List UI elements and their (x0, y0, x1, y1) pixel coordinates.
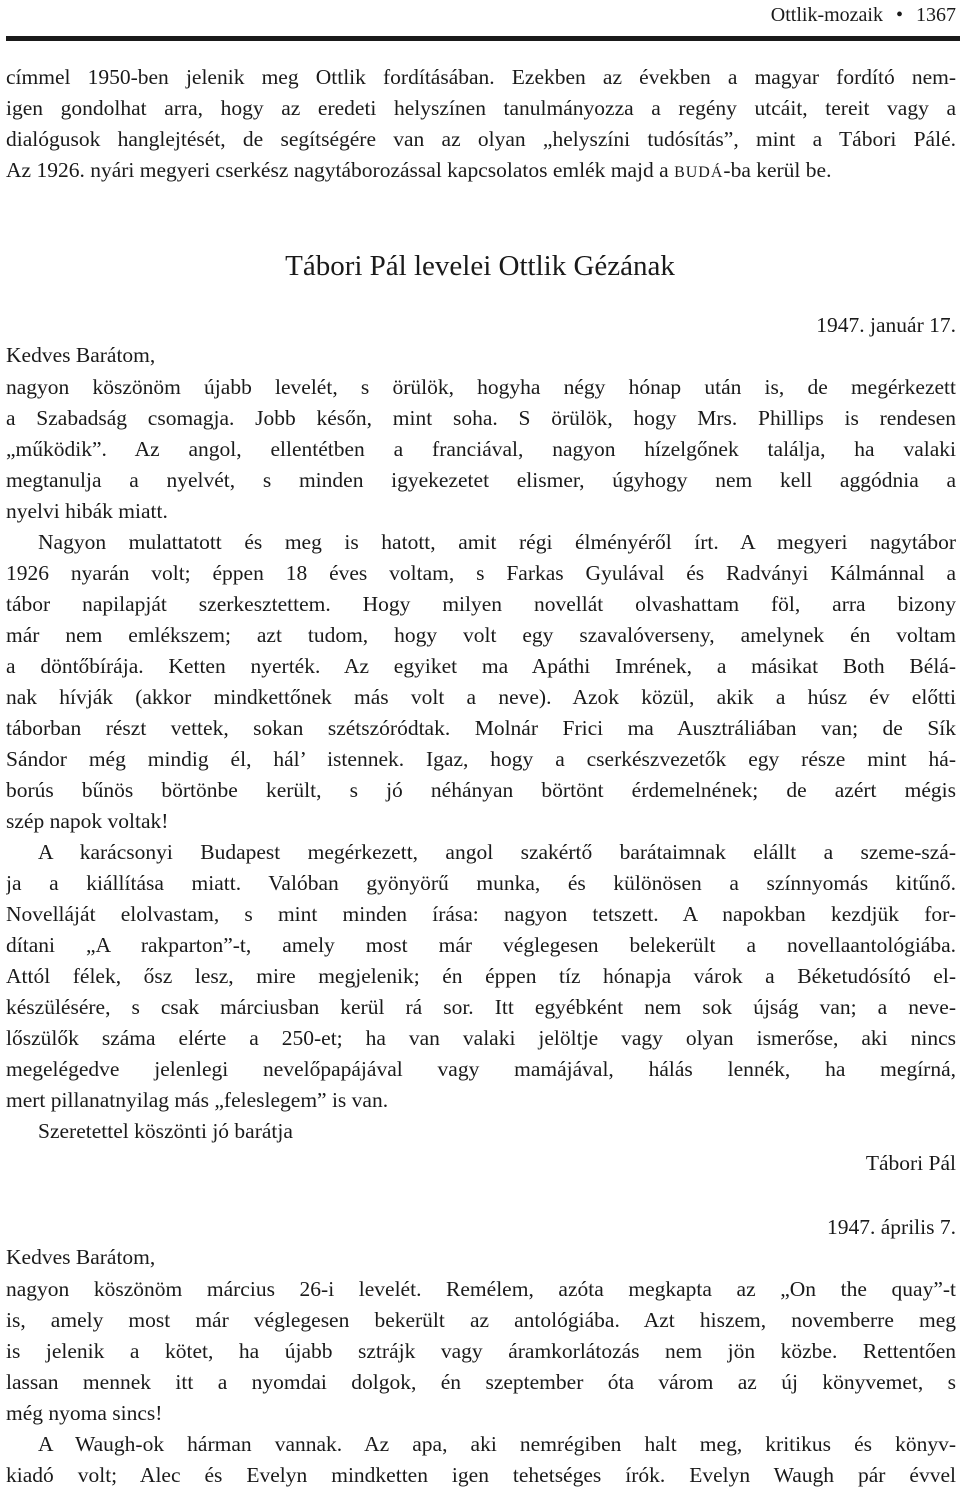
running-title: Ottlik-mozaik (770, 4, 883, 26)
letter-line: Sándor még mindig él, hál’ istennek. Igaz, hogy a cserkészvezetők egy része mint há- (6, 747, 956, 771)
letter-line: is, amely most már véglegesen bekerült az antológiába. Azt hiszem, novemberre meg (6, 1308, 956, 1332)
intro-line: dialógusok hanglejtését, de segítségére van az olyan „helyszíni tudósítás”, mint a Tábori Pálé. (6, 127, 956, 151)
intro-text: Az 1926. nyári megyeri cserkész nagytáborozással kapcsolatos emlék majd a (6, 158, 675, 182)
letter-line: nagyon köszönöm újabb levelét, s örülök, hogyha négy hónap után is, de megérkezett (6, 375, 956, 399)
intro-tail: -ba kerül be. (723, 158, 832, 182)
letter-line: készülésére, s csak márciusban kerül rá sor. Itt egyébként nem sok újság van; a neve- (6, 995, 956, 1019)
letter-line: „működik”. Az angol, ellentétben a franciával, nagyon hízelgőnek találja, ha valaki (6, 437, 956, 461)
letter-line: lassan mennek itt a nyomdai dolgok, én szeptember óta várom az új könyvemet, s (6, 1370, 956, 1394)
intro-line: címmel 1950-ben jelenik meg Ottlik fordításában. Ezekben az években a magyar fordító nem- (6, 65, 956, 89)
letter-line: Attól félek, ősz lesz, mire megjelenik; én éppen tíz hónapja várok a Béketudósító el- (6, 964, 956, 988)
section-heading: Tábori Pál levelei Ottlik Gézának (285, 250, 675, 282)
letter-salutation: Kedves Barátom, (6, 343, 156, 367)
letter-line: nak hívják (akkor mindkettőnek más volt a neve). Azok közül, akik a húsz év előtti (6, 685, 956, 709)
letter-line: lőszülők száma elérte a 250-et; ha van valaki jelöltje vagy olyan ismerőse, aki nincs (6, 1026, 956, 1050)
letter-signature: Tábori Pál (865, 1151, 956, 1175)
letter-line: nyelvi hibák miatt. (6, 499, 168, 523)
letter-line: még nyoma sincs! (6, 1401, 163, 1425)
letter-line: már nem emlékszem; azt tudom, hogy volt egy szavalóverseny, amelynek én voltam (6, 623, 956, 647)
letter-line: Novelláját elolvastam, s mint minden írása: nagyon tetszett. A napokban kezdjük for- (6, 902, 956, 926)
letter-line: megtanulja a nyelvét, s minden igyekezetet elismer, úgyhogy nem kell aggódnia a (6, 468, 956, 492)
letter-line: kiadó volt; Alec és Evelyn mindketten igen tehetséges írók. Evelyn Waugh pár évvel (6, 1463, 956, 1487)
letter-line: nagyon köszönöm március 26-i levelét. Remélem, azóta megkapta az „On the quay”-t (6, 1277, 956, 1301)
intro-line: igen gondolhat arra, hogy az eredeti helyszínen tanulmányozza a regény utcáit, tereit vagy a (6, 96, 956, 120)
intro-line-last (6, 155, 956, 185)
running-head (771, 2, 956, 28)
letter-line: táborban részt vettek, sokan szétszóródtak. Molnár Frici ma Ausztráliában van; de Sík (6, 716, 956, 740)
letter-line: borús bűnös börtönbe került, s jó néhányan börtönt érdemelnének; de azért mégis (6, 778, 956, 802)
letter-line: Nagyon mulattatott és meg is hatott, amit régi élményéről írt. A megyeri nagytábor (38, 530, 956, 554)
letter-line: A Waugh-ok hárman vannak. Az apa, aki nemrégiben halt meg, kritikus és könyv- (38, 1432, 956, 1456)
letter-line: a döntőbírája. Ketten nyerték. Az egyiket ma Apáthi Imrének, a másikat Both Bélá- (6, 654, 956, 678)
page-number: 1367 (916, 4, 956, 26)
intro-smallcaps: BUDÁ (674, 164, 724, 181)
letter-line: tábor napilapját szerkesztettem. Hogy milyen novellát olvashattam föl, arra bizony (6, 592, 956, 616)
letter-line: ja a kiállítása miatt. Valóban gyönyörű munka, és különösen a színnyomás kitűnő. (6, 871, 956, 895)
letter-line: a Szabadság csomagja. Jobb későn, mint soha. S örülök, hogy Mrs. Phillips is rendesen (6, 406, 956, 430)
letter-line: szép napok voltak! (6, 809, 169, 833)
letter-line: mert pillanatnyilag más „feleslegem” is van. (6, 1088, 389, 1112)
letter-line: is jelenik a kötet, ha újabb sztrájk vagy áramkorlátozás nem jön közbe. Rettentően (6, 1339, 956, 1363)
letter-salutation: Kedves Barátom, (6, 1245, 156, 1269)
letter-line: 1926 nyarán volt; éppen 18 éves voltam, s Farkas Gyulával és Radványi Kálmánnal a (6, 561, 956, 585)
letter-closing: Szeretettel köszönti jó barátja (38, 1119, 293, 1143)
letter-line: dítani „A rakparton”-t, amely most már véglegesen belekerült a novellaantológiába. (6, 933, 956, 957)
letter-date: 1947. január 17. (816, 313, 956, 337)
letter-line: megelégedve jelenlegi nevelőpapájával vagy mamájával, hálás lennék, ha megírná, (6, 1057, 956, 1081)
letter-date: 1947. április 7. (827, 1215, 956, 1239)
letter-line: A karácsonyi Budapest megérkezett, angol szakértő barátaimnak elállt a szeme-szá- (38, 840, 956, 864)
header-rule (6, 36, 960, 41)
header-separator: • (895, 4, 903, 26)
